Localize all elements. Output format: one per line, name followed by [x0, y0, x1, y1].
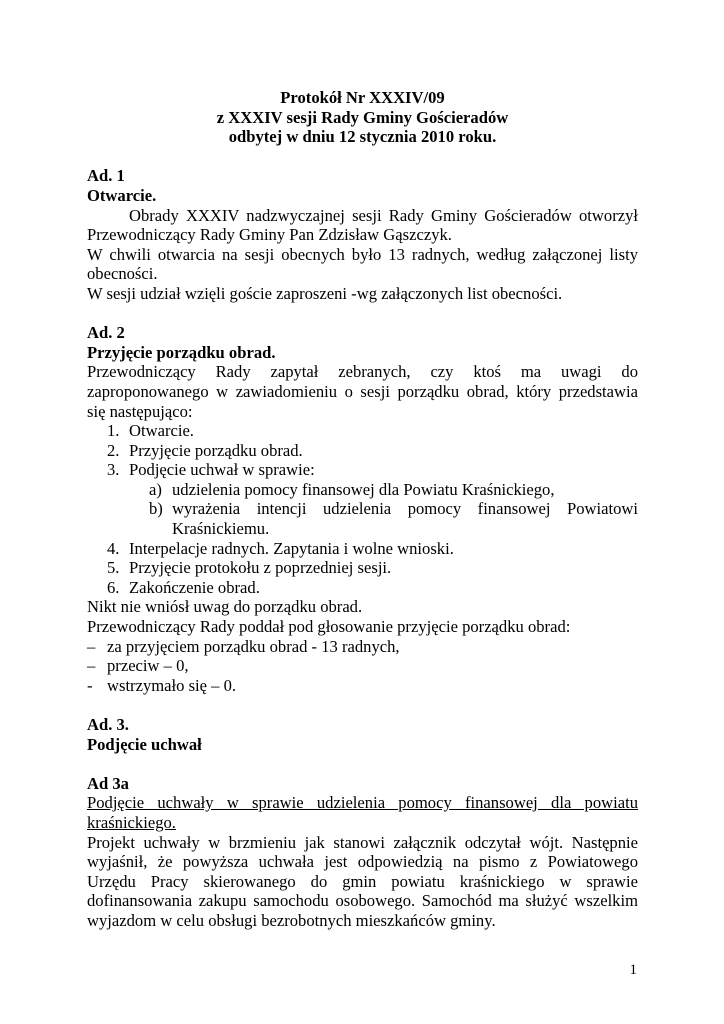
section-ad1: [87, 166, 638, 303]
ad2-intro-line-2: zaproponowanego w zawiadomieniu o sesji porządku obrad, który przedstawia: [87, 381, 638, 401]
section-ad3: [87, 715, 638, 754]
ad3-heading: Ad. 3.: [87, 715, 129, 734]
ad1-paragraph-3: W sesji udział wzięli goście zaproszeni -wg załączonych list obecności.: [87, 283, 563, 303]
ad1-paragraph-2-line-1: W chwili otwarcia na sesji obecnych było 13 radnych, według załączonej listy: [87, 244, 638, 264]
agenda-subitem: a) udzielenia pomocy finansowej dla Powiatu Kraśnickiego,: [149, 479, 555, 499]
ad3-title: Podjęcie uchwał: [87, 734, 202, 754]
ad3a-subject-line-2: kraśnickiego.: [87, 812, 176, 832]
agenda-list: [87, 421, 638, 597]
ad3a-body-line-2: wyjaśnił, że powyższa uchwała jest odpowiedzią na pismo z Powiatowego: [87, 852, 638, 872]
ad1-heading: Ad. 1: [87, 166, 125, 186]
agenda-item: 4. Interpelacje radnych. Zapytania i wolne wnioski.: [107, 538, 454, 558]
section-ad3a: [87, 774, 638, 931]
protocol-title: [87, 88, 638, 147]
title-line-3: odbytej w dniu 12 stycznia 2010 roku.: [228, 127, 497, 147]
ad1-paragraph-1-line-2: Przewodniczący Rady Gminy Pan Zdzisław Gąszczyk.: [87, 225, 452, 245]
agenda-item: 5. Przyjęcie protokołu z poprzedniej sesji.: [107, 558, 392, 578]
vote-result-item: - wstrzymało się – 0.: [87, 675, 237, 695]
ad3a-body-line-1: Projekt uchwały w brzmieniu jak stanowi załącznik odczytał wójt. Następnie: [87, 832, 638, 852]
ad3a-body-line-4: dofinansowania zakupu samochodu osobowego. Samochód ma służyć wszelkim: [87, 891, 638, 911]
title-line-2: z XXXIV sesji Rady Gminy Gościeradów: [216, 107, 509, 127]
agenda-subitem: b) wyrażenia intencji udzielenia pomocy finansowej Powiatowi Kraśnickiemu.: [149, 499, 638, 539]
page-number: 1: [629, 962, 637, 978]
no-remarks-text: Nikt nie wniósł uwag do porządku obrad.: [87, 597, 363, 617]
agenda-item: 1. Otwarcie.: [107, 421, 194, 441]
vote-results: [87, 637, 638, 696]
ad2-intro-line-3: się następująco:: [87, 401, 193, 421]
ad3a-subject-line-1: Podjęcie uchwały w sprawie udzielenia pomocy finansowej dla powiatu: [87, 793, 638, 813]
vote-result-item: – przeciw – 0,: [87, 656, 189, 676]
document-page: [87, 88, 638, 931]
vote-intro-text: Przewodniczący Rady poddał pod głosowanie przyjęcie porządku obrad:: [87, 617, 571, 637]
vote-result-item: – za przyjęciem porządku obrad - 13 radnych,: [87, 636, 400, 656]
ad2-intro-line-1: Przewodniczący Rady zapytał zebranych, czy ktoś ma uwagi do: [87, 362, 638, 382]
ad3a-heading: Ad 3a: [87, 773, 129, 793]
ad3a-body-line-3: Urzędu Pracy skierowanego do gmin powiatu kraśnickiego w sprawie: [87, 871, 638, 891]
section-ad2: [87, 323, 638, 695]
ad2-title: Przyjęcie porządku obrad.: [87, 342, 276, 362]
agenda-item: 3. Podjęcie uchwał w sprawie:: [107, 460, 315, 480]
title-line-1: Protokół Nr XXXIV/09: [280, 88, 445, 107]
ad1-paragraph-1-line-1: Obrady XXXIV nadzwyczajnej sesji Rady Gminy Gościeradów otworzył: [129, 205, 638, 225]
ad3a-body-line-5: wyjazdom w celu obsługi bezrobotnych mieszkańców gminy.: [87, 910, 496, 930]
ad1-title: Otwarcie.: [87, 185, 157, 205]
ad1-paragraph-2-line-2: obecności.: [87, 264, 158, 284]
agenda-item: 2. Przyjęcie porządku obrad.: [107, 440, 303, 460]
ad2-heading: Ad. 2: [87, 323, 125, 343]
agenda-item: 6. Zakończenie obrad.: [107, 577, 260, 597]
